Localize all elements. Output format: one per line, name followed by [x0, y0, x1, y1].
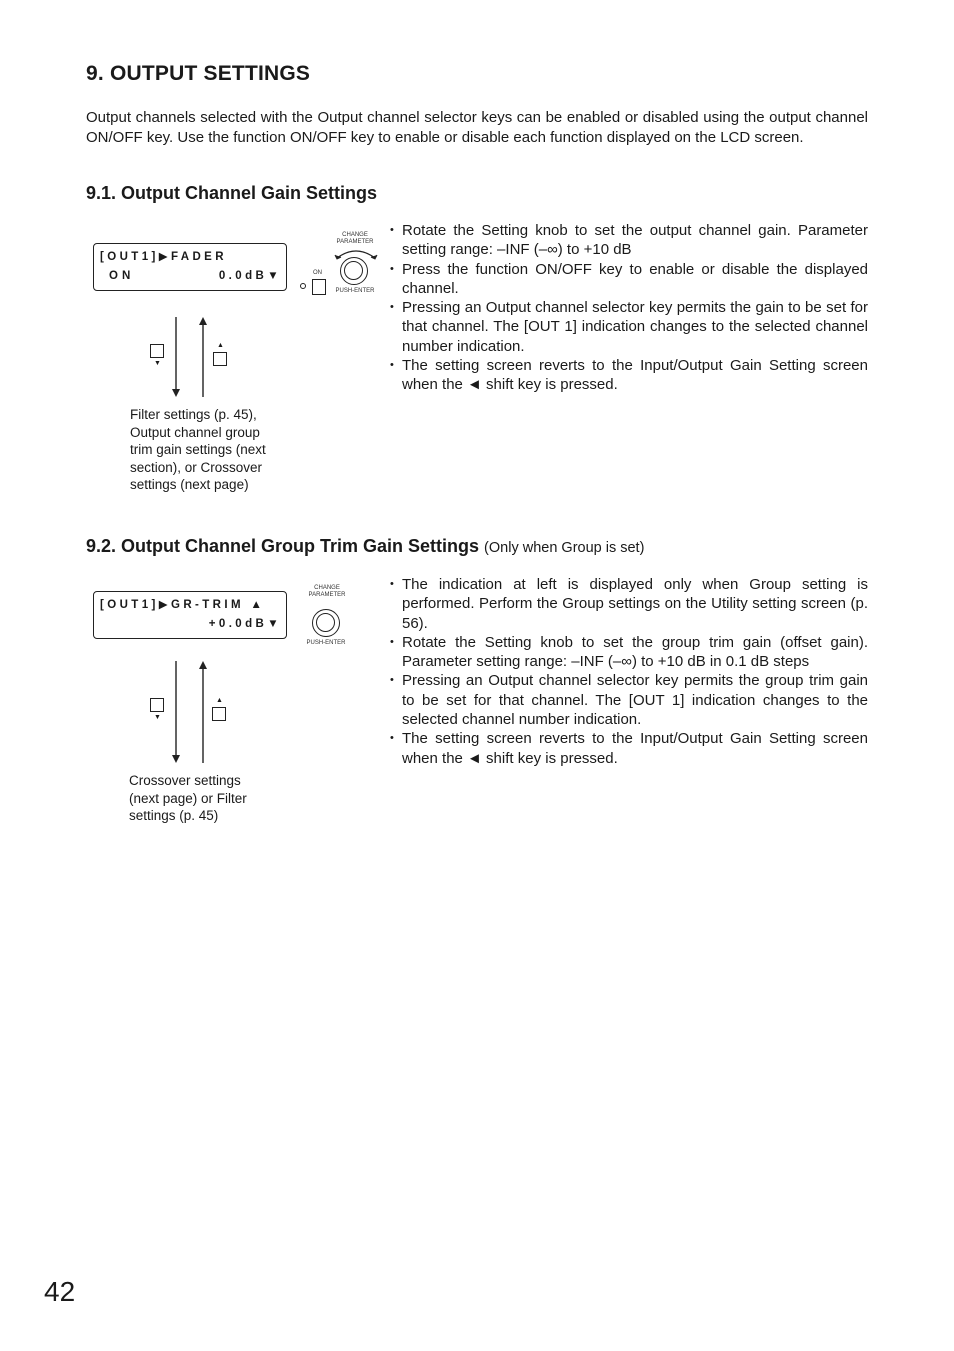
heading-text: 9.2. Output Channel Group Trim Gain Settings [86, 536, 480, 556]
navigation-arrows-icon [170, 657, 210, 767]
shift-down-key[interactable] [150, 344, 164, 358]
lcd-line-2-value: +0.0dB▼ [208, 618, 282, 630]
on-led-icon [300, 283, 306, 289]
bullet-item: • The setting screen reverts to the Input/Output Gain Setting screen when the ◄ shift key is pressed. [390, 729, 868, 768]
lcd-line-1: [OUT1]▶GR-TRIM ▲ [100, 599, 266, 611]
lcd-line-2-status: ON [109, 270, 135, 282]
shift-up-key[interactable] [212, 707, 226, 721]
knob-label-change-parameter: CHANGE PARAMETER [308, 585, 346, 598]
on-key-label: ON [313, 270, 322, 276]
bullet-item: • Rotate the Setting knob to set the group trim gain (offset gain). Parameter setting range: –INF (–∞) to +10 dB in 0.1 dB steps [390, 633, 868, 672]
knob-label-push-enter: PUSH-ENTER [306, 640, 346, 646]
lcd-line-1: [OUT1]▶FADER [100, 251, 227, 263]
down-triangle-icon: ▼ [154, 360, 161, 367]
setting-knob[interactable] [312, 609, 340, 637]
bullet-item: • Rotate the Setting knob to set the output channel gain. Parameter setting range: –INF (–∞) to +10 dB [390, 221, 868, 260]
shift-up-key[interactable] [213, 352, 227, 366]
up-triangle-icon: ▲ [216, 697, 223, 704]
up-triangle-icon: ▲ [217, 342, 224, 349]
subsection-heading-group-trim [86, 536, 644, 557]
knob-label-push-enter: PUSH-ENTER [335, 288, 375, 294]
heading-note: (Only when Group is set) [484, 540, 645, 556]
down-triangle-icon: ▼ [154, 714, 161, 721]
shift-down-key[interactable] [150, 698, 164, 712]
function-on-off-key[interactable] [312, 279, 326, 295]
intro-paragraph: Output channels selected with the Output channel selector keys can be enabled or disabled using the output channel ON/OFF key. Use the function ON/OFF key to enable or disable each function displayed on the LCD screen. [86, 109, 868, 146]
bullet-item: • The indication at left is displayed only when Group setting is performed. Perform the Group settings on the Utility setting screen (p. 56). [390, 575, 868, 633]
lcd-display-group-trim [93, 591, 287, 639]
bullet-item: • Pressing an Output channel selector key permits the group trim gain to be set for that channel. The [OUT 1] indication changes to the selected channel number indication. [390, 671, 868, 729]
setting-knob[interactable] [340, 257, 368, 285]
section-title: 9. OUTPUT SETTINGS [86, 62, 311, 85]
navigation-arrows-icon [170, 315, 210, 399]
subsection-heading-gain: 9.1. Output Channel Gain Settings [86, 183, 378, 203]
bullet-list-group-trim [390, 575, 868, 768]
page-number: 42 [44, 1276, 76, 1307]
bullet-list-gain [390, 221, 868, 395]
caption-group-trim-navigation: Crossover settings (next page) or Filter settings (p. 45) [129, 773, 247, 823]
bullet-item: • The setting screen reverts to the Input/Output Gain Setting screen when the ◄ shift key is pressed. [390, 356, 868, 395]
bullet-item: • Press the function ON/OFF key to enable or disable the displayed channel. [390, 260, 868, 299]
caption-gain-navigation: Filter settings (p. 45), Output channel group trim gain settings (next section), or Crossover settings (next page) [130, 407, 266, 492]
lcd-display-fader [93, 243, 287, 291]
knob-label-change-parameter: CHANGE PARAMETER [336, 232, 374, 245]
lcd-line-2-value: 0.0dB▼ [218, 270, 282, 282]
bullet-item: • Pressing an Output channel selector key permits the gain to be set for that channel. The [OUT 1] indication changes to the selected channel number indication. [390, 298, 868, 356]
